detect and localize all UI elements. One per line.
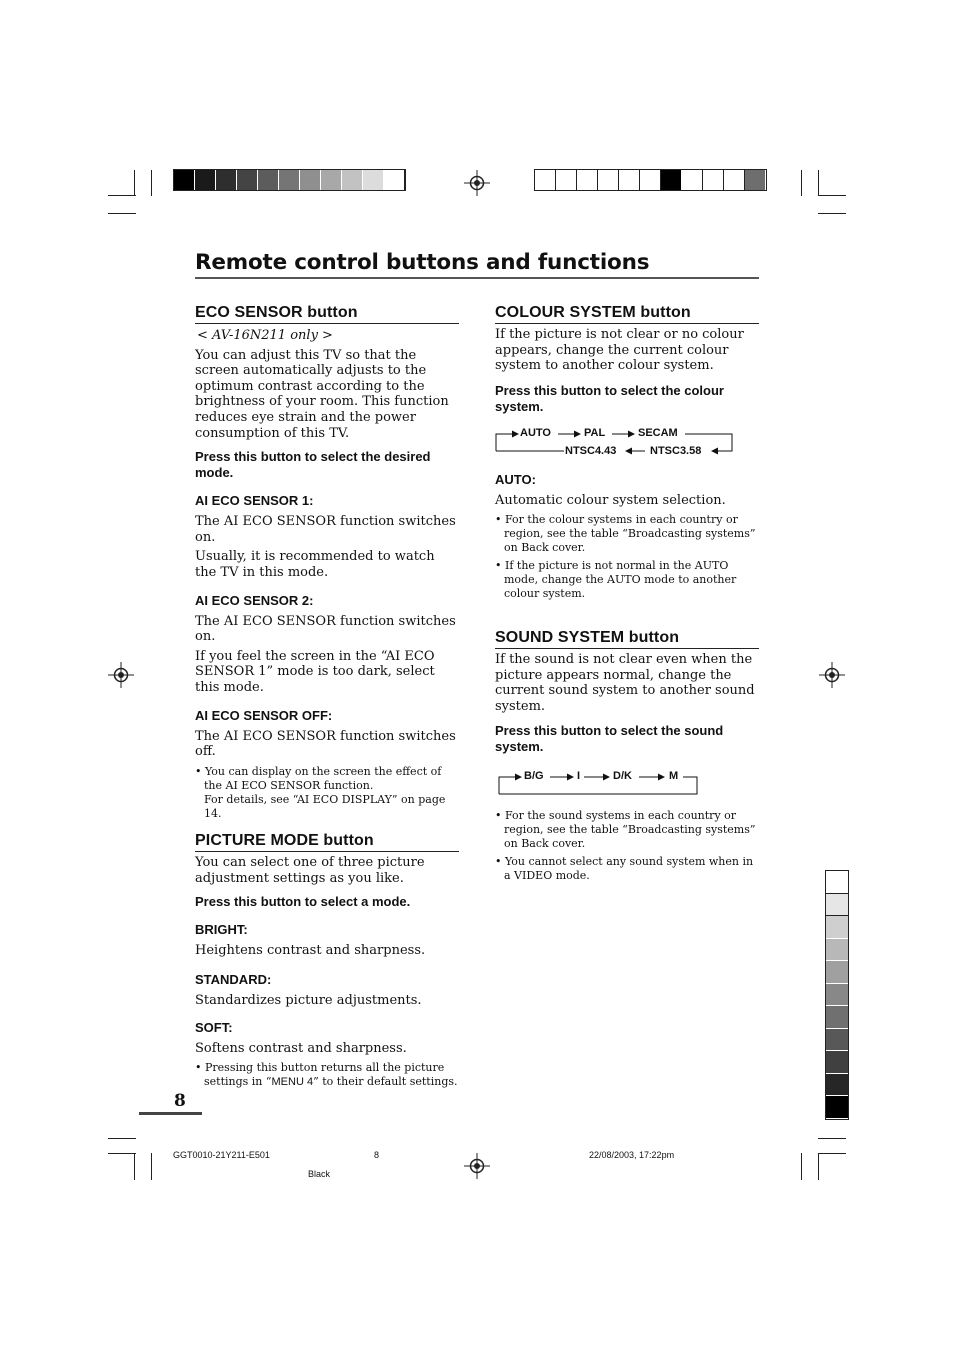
bright-text: Heightens contrast and sharpness. xyxy=(195,943,426,959)
left-bar-swatch xyxy=(363,170,384,190)
sound-note-2: • You cannot select any sound system when in a VIDEO mode. xyxy=(495,855,754,882)
right-bar-swatch xyxy=(619,170,640,190)
eco-sensor-1-recommend: Usually, it is recommended to watch the TV in this mode. xyxy=(195,549,435,580)
standard-title: STANDARD: xyxy=(195,971,272,987)
right-bar-swatch xyxy=(535,170,556,190)
registration-mark-bottom-icon xyxy=(464,1153,490,1179)
eco-sensor-2-title: AI ECO SENSOR 2: xyxy=(195,592,314,608)
picture-intro: You can select one of three picture adjustment settings as you like. xyxy=(195,855,425,886)
eco-model-note: < AV-16N211 only > xyxy=(197,328,333,343)
picture-mode-heading: PICTURE MODE button xyxy=(195,831,459,852)
side-bar-swatch xyxy=(826,961,848,984)
eco-sensor-off-text: The AI ECO SENSOR function switches off. xyxy=(195,728,456,760)
eco-instruction: Press this button to select the desired mode. xyxy=(195,449,431,481)
side-bar-swatch xyxy=(826,1074,848,1097)
sound-notes xyxy=(495,809,759,883)
sound-instruction: Press this button to select the sound system. xyxy=(495,723,724,755)
side-bar-swatch xyxy=(826,1051,848,1074)
colour-note-1: • For the colour systems in each country or region, see the table “Broadcasting systems” on Back cover. xyxy=(495,512,756,554)
grayscale-bar-right xyxy=(534,169,767,191)
sound-option-dk: D/K xyxy=(613,770,632,782)
sound-option-m: M xyxy=(669,770,679,782)
colour-auto-section xyxy=(495,472,759,601)
right-bar-swatch xyxy=(640,170,661,190)
sound-option-i: I xyxy=(577,770,581,782)
picture-instruction: Press this button to select a mode. xyxy=(195,894,411,910)
registration-mark-left-icon xyxy=(108,662,134,688)
right-bar-swatch xyxy=(598,170,619,190)
side-bar-swatch xyxy=(826,916,848,939)
colour-system-section xyxy=(495,303,759,415)
side-bar-swatch xyxy=(826,894,848,917)
eco-sensor-off-title: AI ECO SENSOR OFF: xyxy=(195,707,333,723)
footer-code: GGT0010-21Y211-E501 xyxy=(173,1150,270,1160)
picture-note: • Pressing this button returns all the picture settings in “MENU 4” to their default settings. xyxy=(195,1060,458,1088)
right-bar-swatch xyxy=(577,170,598,190)
sound-option-bg: B/G xyxy=(524,770,544,782)
eco-sensor-1-text: The AI ECO SENSOR function switches on. xyxy=(195,514,456,545)
sound-intro: If the sound is not clear even when the picture appears normal, change the current sound system to another sound system. xyxy=(495,652,755,714)
colour-option-ntsc358: NTSC3.58 xyxy=(650,445,702,457)
sound-note-1: • For the sound systems in each country or region, see the table “Broadcasting systems” on Back cover. xyxy=(495,809,756,850)
left-bar-swatch xyxy=(195,170,216,190)
eco-note-1: • You can display on the screen the effect of the AI ECO SENSOR function. xyxy=(195,764,442,792)
right-bar-swatch xyxy=(661,170,682,190)
sound-system-heading: SOUND SYSTEM button xyxy=(495,628,759,649)
left-bar-swatch xyxy=(174,170,195,190)
colour-option-pal: PAL xyxy=(584,427,606,439)
colour-option-auto: AUTO xyxy=(520,427,551,439)
left-bar-swatch xyxy=(300,170,321,190)
side-bar-swatch xyxy=(826,1096,848,1119)
left-bar-swatch xyxy=(321,170,342,190)
colour-option-ntsc443: NTSC4.43 xyxy=(565,445,617,457)
page-number: 8 xyxy=(174,1091,186,1111)
left-bar-swatch xyxy=(237,170,258,190)
eco-intro: You can adjust this TV so that the screen automatically adjusts to the optimum contrast according to the brightness of your room. This function reduces eye strain and the power consumption of this TV. xyxy=(195,347,449,441)
side-bar-swatch xyxy=(826,871,848,894)
sound-cycle-diagram xyxy=(498,768,701,798)
left-bar-swatch xyxy=(216,170,237,190)
right-bar-swatch xyxy=(724,170,745,190)
side-bar-swatch xyxy=(826,939,848,962)
grayscale-bar-side xyxy=(825,870,849,1120)
footer-page: 8 xyxy=(374,1150,380,1160)
eco-sensor-2-advice: If you feel the screen in the “AI ECO SENSOR 1” mode is too dark, select this mode. xyxy=(195,648,435,695)
left-bar-swatch xyxy=(384,170,405,190)
right-bar-swatch xyxy=(745,170,766,190)
eco-note-2: For details, see “AI ECO DISPLAY” on page 14. xyxy=(204,792,446,820)
bright-title: BRIGHT: xyxy=(195,922,248,938)
colour-instruction: Press this button to select the colour system. xyxy=(495,382,724,414)
right-bar-swatch xyxy=(703,170,724,190)
right-bar-swatch xyxy=(682,170,703,190)
side-bar-swatch xyxy=(826,984,848,1007)
colour-note-2: • If the picture is not normal in the AUTO mode, change the AUTO mode to another colour system. xyxy=(495,558,737,600)
left-column xyxy=(195,303,459,821)
colour-intro: If the picture is not clear or no colour appears, change the current colour system to another colour system. xyxy=(495,327,744,374)
colour-system-heading: COLOUR SYSTEM button xyxy=(495,303,759,324)
auto-text: Automatic colour system selection. xyxy=(495,493,726,508)
left-bar-swatch xyxy=(258,170,279,190)
eco-sensor-2-text: The AI ECO SENSOR function switches on. xyxy=(195,613,456,645)
left-bar-swatch xyxy=(342,170,363,190)
eco-sensor-1-title: AI ECO SENSOR 1: xyxy=(195,493,314,509)
colour-cycle-diagram xyxy=(495,425,740,461)
page-number-rule xyxy=(139,1112,202,1115)
sound-system-section xyxy=(495,628,759,755)
auto-title: AUTO: xyxy=(495,472,536,487)
registration-mark-top-icon xyxy=(464,170,490,196)
side-bar-swatch xyxy=(826,1029,848,1052)
colour-option-secam: SECAM xyxy=(638,427,678,439)
right-bar-swatch xyxy=(556,170,577,190)
standard-text: Standardizes picture adjustments. xyxy=(195,992,422,1008)
left-bar-swatch xyxy=(279,170,300,190)
soft-text: Softens contrast and sharpness. xyxy=(195,1041,407,1057)
page-title: Remote control buttons and functions xyxy=(195,250,759,279)
footer-date: 22/08/2003, 17:22pm xyxy=(589,1150,675,1160)
registration-mark-right-icon xyxy=(819,662,845,688)
grayscale-bar-left xyxy=(173,169,406,191)
soft-title: SOFT: xyxy=(195,1020,233,1036)
picture-mode-section xyxy=(195,831,459,1089)
side-bar-swatch xyxy=(826,1006,848,1029)
eco-sensor-heading: ECO SENSOR button xyxy=(195,303,459,324)
footer-ink: Black xyxy=(308,1169,331,1179)
